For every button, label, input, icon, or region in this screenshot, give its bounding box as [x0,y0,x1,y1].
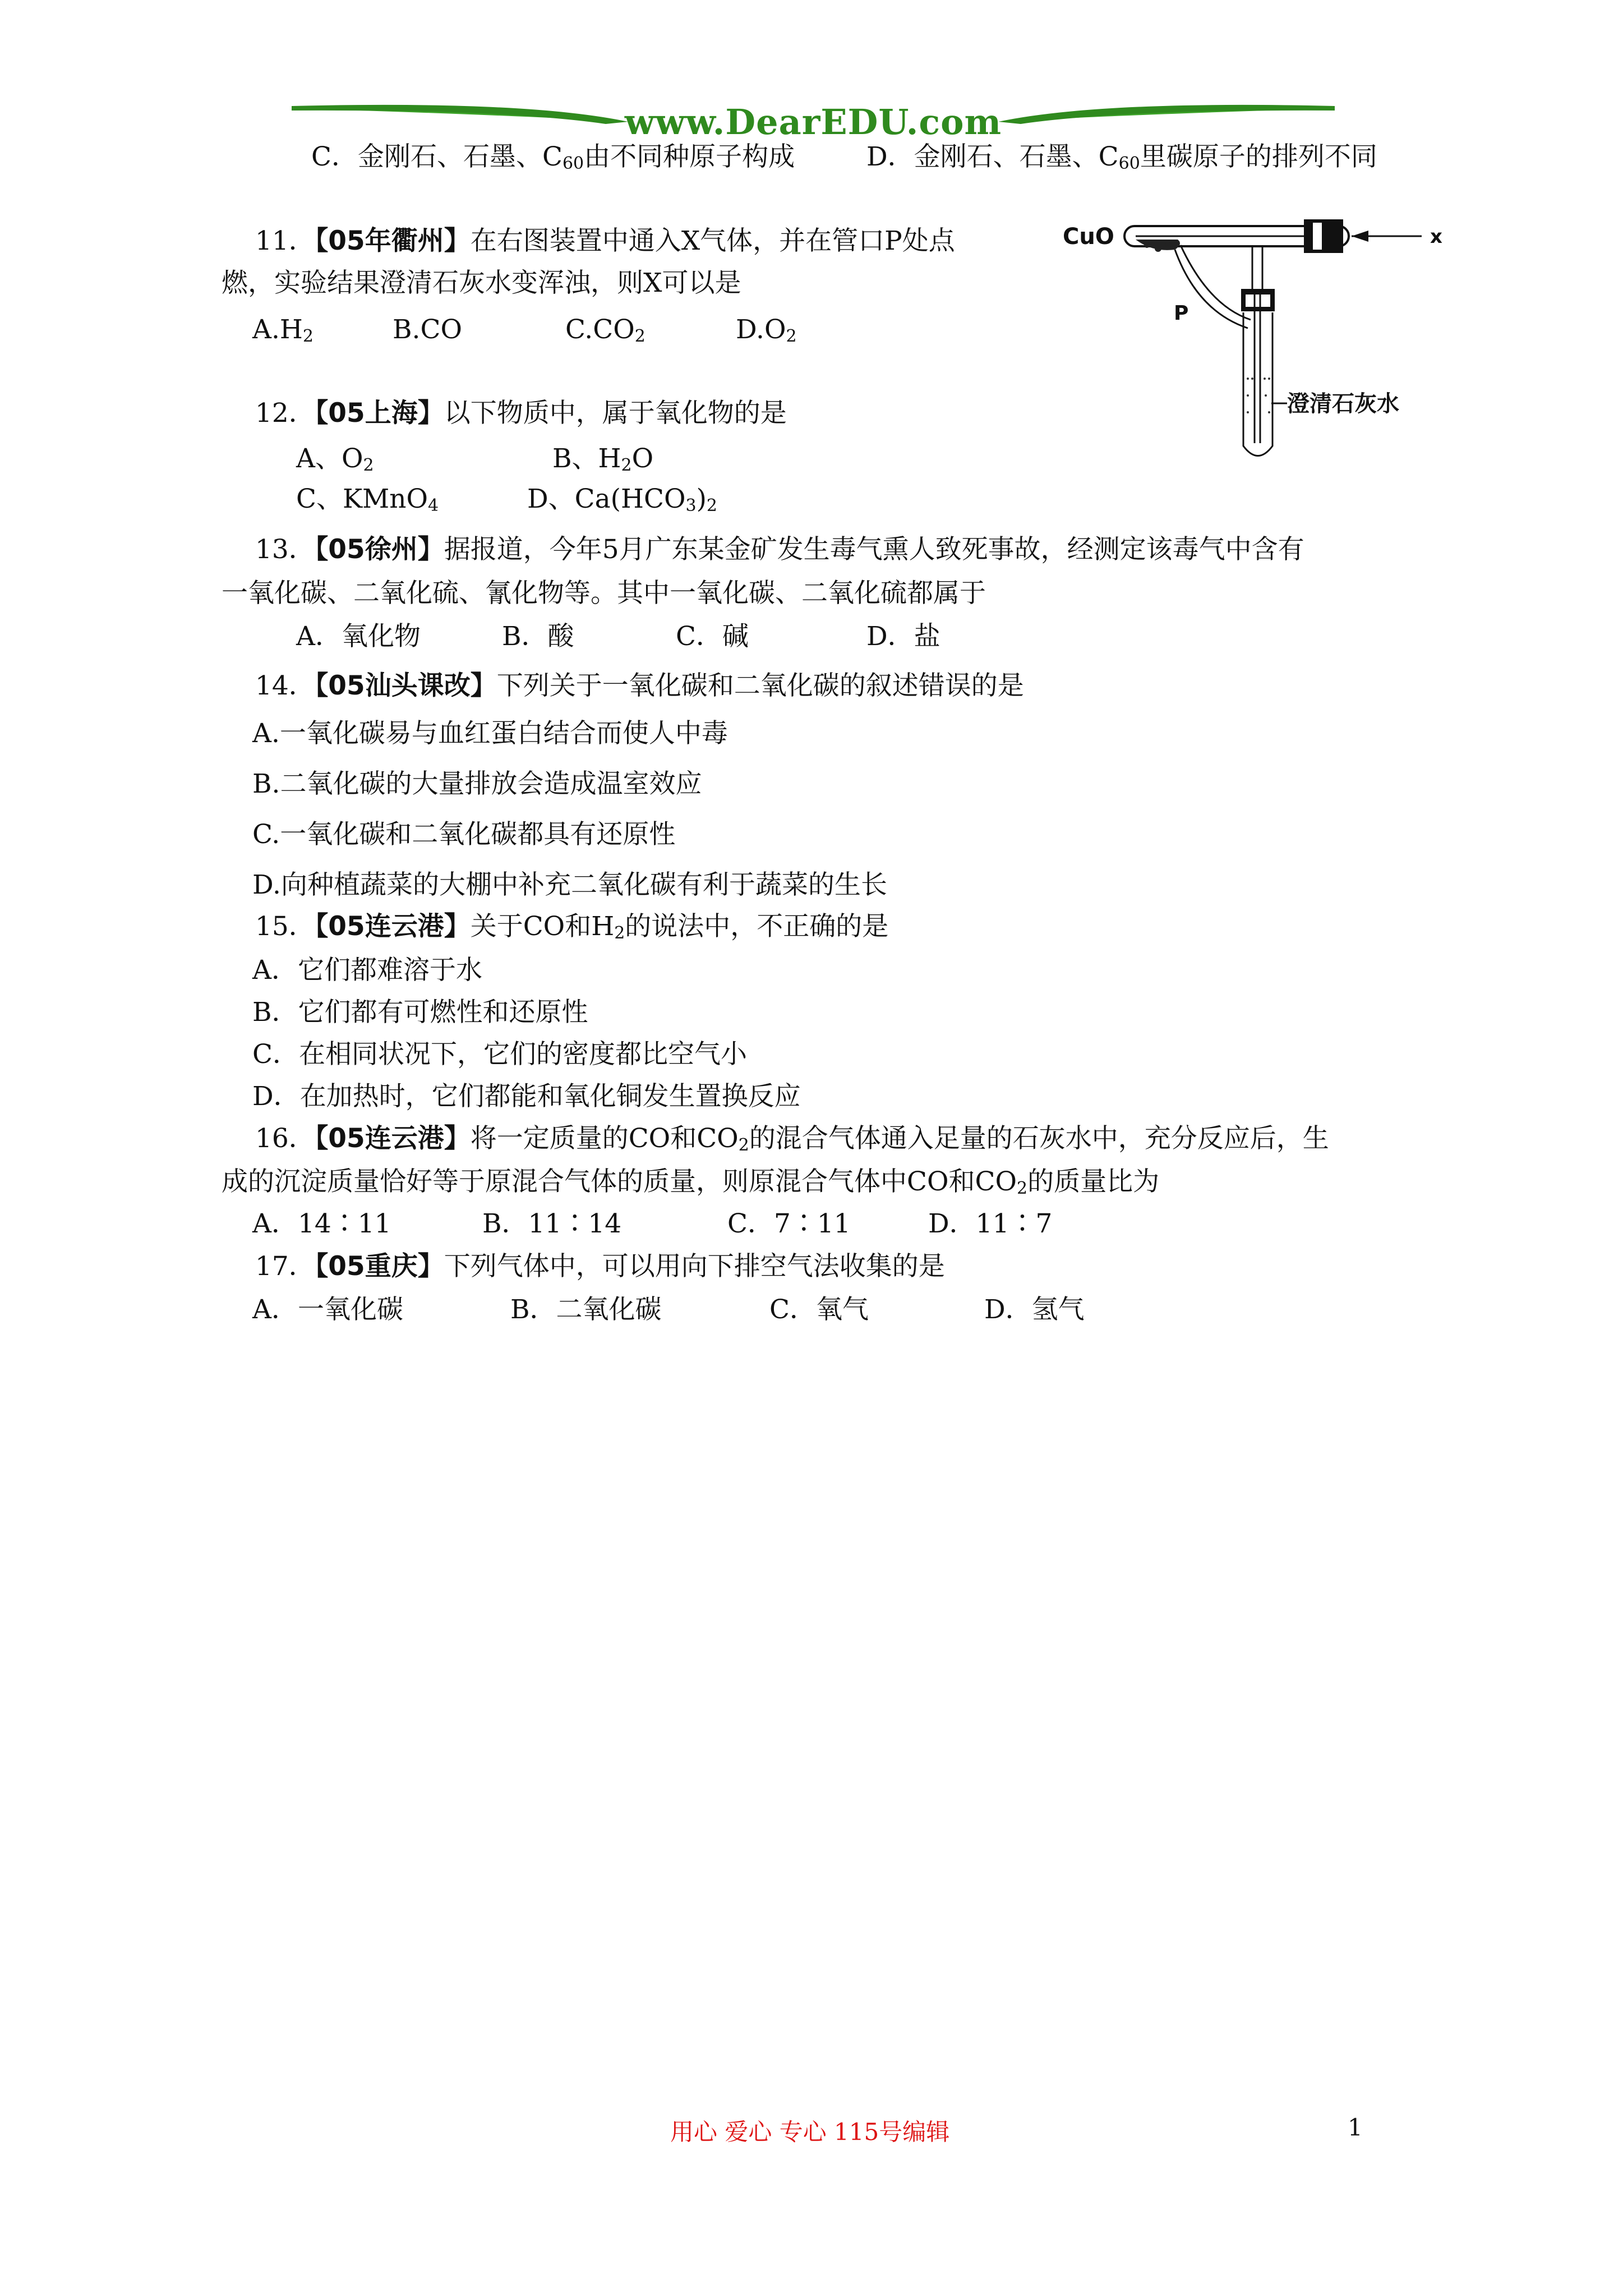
q13-option-a: A．氧化物 [296,621,421,652]
site-name[interactable]: www.DearEDU.com [624,102,1002,142]
q11-option-d: $D.O_2$ [736,314,797,346]
q12-stem: 12．【05上海】以下物质中，属于氧化物的是 [255,398,787,429]
q13-stem-line1: 13．【05徐州】据报道，今年5月广东某金矿发生毒气熏人致死事故，经测定该毒气中含有 [255,534,1304,565]
q17-option-a: A．一氧化碳 [252,1294,403,1325]
label-cuo: CuO [1063,224,1114,250]
q12-option-d: D、$Ca(HCO_3)_2$ [527,484,718,516]
q16-option-d: D．11∶7 [928,1208,1053,1239]
q14-stem: 14．【05汕头课改】下列关于一氧化碳和二氧化碳的叙述错误的是 [255,670,1024,701]
q17-option-d: D．氢气 [984,1294,1085,1325]
q11-option-c: $C.CO_2$ [565,314,645,346]
q10-option-c: C．金刚石、石墨、$C_{60}$由不同种原子构成 [311,141,795,173]
apparatus-diagram-icon [1063,210,1467,474]
q17-option-c: C．氧气 [769,1294,869,1325]
q17-stem: 17．【05重庆】下列气体中，可以用向下排空气法收集的是 [255,1251,945,1282]
q16-stem-line2: 成的沉淀质量恰好等于原混合气体的质量，则原混合气体中CO和$CO_2$的质量比为 [222,1166,1160,1198]
label-limewater: 澄清石灰水 [1287,391,1399,417]
q14-option-d: D.向种植蔬菜的大棚中补充二氧化碳有利于蔬菜的生长 [252,869,887,900]
q11-stem-line1: 11．【05年衢州】在右图装置中通入X气体，并在管口P处点 [255,226,955,256]
q13-option-c: C．碱 [676,621,749,652]
q17-option-b: B．二氧化碳 [510,1294,662,1325]
apparatus-figure [1063,210,1467,474]
q15-option-c: C．在相同状况下，它们的密度都比空气小 [252,1039,747,1070]
q14-option-b: B.二氧化碳的大量排放会造成温室效应 [252,769,702,799]
q13-option-d: D．盐 [866,621,940,652]
q14-option-c: C.一氧化碳和二氧化碳都具有还原性 [252,819,676,850]
q16-option-c: C．7∶11 [727,1208,851,1239]
page-number: 1 [1348,2114,1363,2141]
q16-option-a: A．14∶11 [252,1208,391,1239]
label-p: P [1174,302,1189,325]
q15-option-b: B．它们都有可燃性和还原性 [252,997,588,1028]
label-x: x [1430,226,1442,248]
footer-text: 用心 爱心 专心 115号编辑 [670,2118,950,2146]
q15-stem: 15．【05连云港】关于CO和$H_2$的说法中，不正确的是 [255,911,889,943]
q16-option-b: B．11∶14 [482,1208,622,1239]
q12-option-a: A、$O_2$ [296,443,374,475]
q13-option-b: B．酸 [502,621,574,652]
q10-option-d: D．金刚石、石墨、$C_{60}$里碳原子的排列不同 [866,141,1377,173]
q11-option-a: $A.H_2$ [252,314,313,346]
q11-stem-line2: 燃，实验结果澄清石灰水变浑浊，则X可以是 [222,268,741,298]
q15-option-d: D．在加热时，它们都能和氧化铜发生置换反应 [252,1081,801,1112]
q15-option-a: A．它们都难溶于水 [252,955,482,986]
q14-option-a: A.一氧化碳易与血红蛋白结合而使人中毒 [252,718,728,749]
q11-option-b: B.CO [393,314,462,345]
q12-option-c: C、KMnO$_4$ [296,484,439,516]
q12-option-b: B、$H_2O$ [552,443,654,475]
q16-stem-line1: 16．【05连云港】将一定质量的CO和$CO_2$的混合气体通入足量的石灰水中，充分反应后，生 [255,1123,1329,1155]
q13-stem-line2: 一氧化碳、二氧化硫、氰化物等。其中一氧化碳、二氧化硫都属于 [222,578,986,609]
